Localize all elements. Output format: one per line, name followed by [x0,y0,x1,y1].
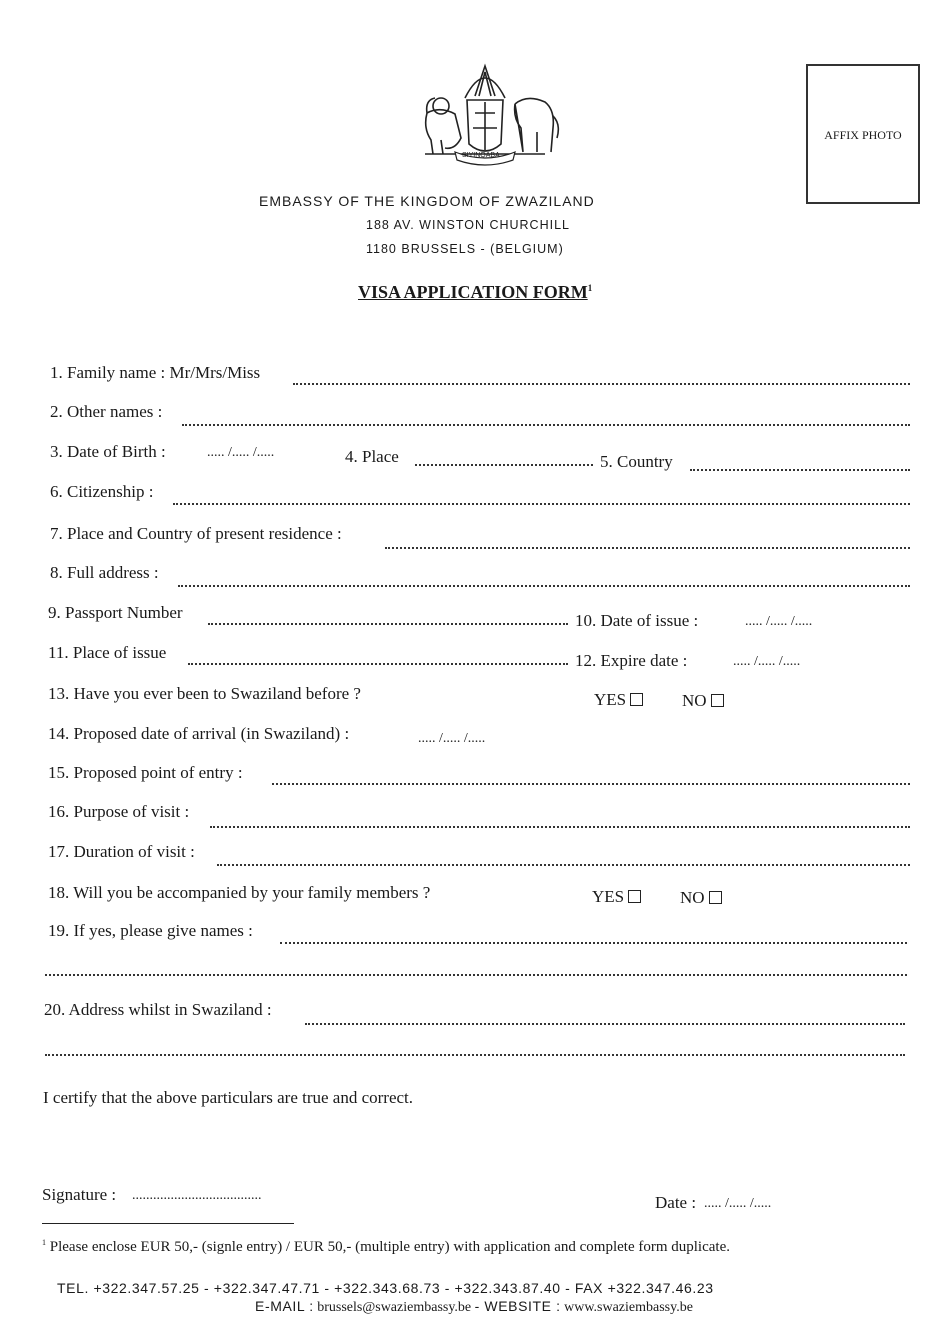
full-address-field[interactable] [178,585,910,587]
title-footnote-mark: 1 [587,283,593,293]
label-present-residence: 7. Place and Country of present residence : [50,524,342,543]
signature-field[interactable]: ..................................... [132,1188,262,1203]
place-field[interactable] [415,464,593,466]
accompanied-yes-checkbox[interactable] [628,890,641,903]
accompanied-yes-label: YES [592,887,625,906]
address-line-2: 1180 BRUSSELS - (BELGIUM) [366,242,564,256]
label-other-names: 2. Other names : [50,402,163,421]
address-in-swaziland-field[interactable] [305,1023,905,1025]
signature-date-field[interactable]: ..... /..... /..... [704,1196,772,1211]
footnote-text: Please enclose EUR 50,- (signle entry) / EUR 50,- (multiple entry) with application and complete form duplicate. [49,1239,730,1255]
family-name-field[interactable] [293,383,910,385]
footer-web [255,1298,693,1316]
expire-date-field[interactable]: ..... /..... /..... [733,654,801,669]
label-address-in-swaziland: 20. Address whilst in Swaziland : [44,1000,272,1019]
label-point-of-entry: 15. Proposed point of entry : [48,763,243,782]
embassy-name: EMBASSY OF THE KINGDOM OF ZWAZILAND [259,193,595,209]
citizenship-field[interactable] [173,503,910,505]
label-accompanied: 18. Will you be accompanied by your family members ? [48,883,431,902]
date-label: Date : [655,1193,697,1212]
signature-label: Signature : [42,1185,117,1204]
footnote-divider [42,1223,294,1224]
passport-number-field[interactable] [208,623,568,625]
purpose-of-visit-field[interactable] [210,826,910,828]
date-of-birth-field[interactable]: ..... /..... /..... [207,445,275,460]
certification-statement: I certify that the above particulars are true and correct. [43,1088,414,1107]
duration-of-visit-field[interactable] [217,864,910,866]
been-no-label: NO [682,691,707,710]
footer-contact: TEL. +322.347.57.25 - +322.347.47.71 - +322.343.68.73 - +322.343.87.40 - FAX +322.347.46.23 [57,1280,714,1296]
label-expire-date: 12. Expire date : [575,651,688,670]
been-yes-checkbox[interactable] [630,693,643,706]
label-citizenship: 6. Citizenship : [50,482,154,501]
date-of-issue-field[interactable]: ..... /..... /..... [745,614,813,629]
label-family-name: 1. Family name : Mr/Mrs/Miss [50,363,261,382]
family-names-field[interactable] [280,942,907,944]
country-field[interactable] [690,469,910,471]
label-date-of-issue: 10. Date of issue : [575,611,699,630]
family-names-field-line-2[interactable] [45,974,907,976]
label-place-of-issue: 11. Place of issue [48,643,167,662]
accompanied-no-label: NO [680,888,705,907]
point-of-entry-field[interactable] [272,783,910,785]
affix-photo-box[interactable] [806,64,920,204]
label-purpose-of-visit: 16. Purpose of visit : [48,802,190,821]
place-of-issue-field[interactable] [188,663,568,665]
crest-motto: SIYINQABA [462,152,500,159]
been-yes-option[interactable] [594,690,643,710]
label-duration-of-visit: 17. Duration of visit : [48,842,195,861]
label-been-to-swaziland: 13. Have you ever been to Swaziland before ? [48,684,361,703]
footnote [42,1238,730,1256]
other-names-field[interactable] [182,424,910,426]
footnote-mark: 1 [42,1238,46,1247]
label-family-names: 19. If yes, please give names : [48,921,253,940]
accompanied-no-option[interactable] [680,888,722,908]
accompanied-no-checkbox[interactable] [709,891,722,904]
label-place: 4. Place [345,447,399,466]
present-residence-field[interactable] [385,547,910,549]
accompanied-yes-option[interactable] [592,887,641,907]
been-no-checkbox[interactable] [711,694,724,707]
label-date-of-birth: 3. Date of Birth : [50,442,166,461]
email-link[interactable]: brussels@swaziembassy.be [317,1300,472,1315]
label-country: 5. Country [600,452,673,471]
label-arrival-date: 14. Proposed date of arrival (in Swaziland) : [48,724,350,743]
website-label: - WEBSITE : [474,1298,561,1314]
website-link[interactable]: www.swaziembassy.be [564,1300,693,1315]
arrival-date-field[interactable]: ..... /..... /..... [418,731,486,746]
form-title [358,282,592,303]
been-no-option[interactable] [682,691,724,711]
affix-photo-label: AFFIX PHOTO [824,128,902,142]
email-label: E-MAIL : [255,1298,314,1314]
address-line-1: 188 AV. WINSTON CHURCHILL [366,218,570,232]
form-title-text: VISA APPLICATION FORM [358,282,588,302]
been-yes-label: YES [594,690,627,709]
label-passport-number: 9. Passport Number [48,603,183,622]
label-full-address: 8. Full address : [50,563,159,582]
address-in-swaziland-field-line-2[interactable] [45,1054,905,1056]
